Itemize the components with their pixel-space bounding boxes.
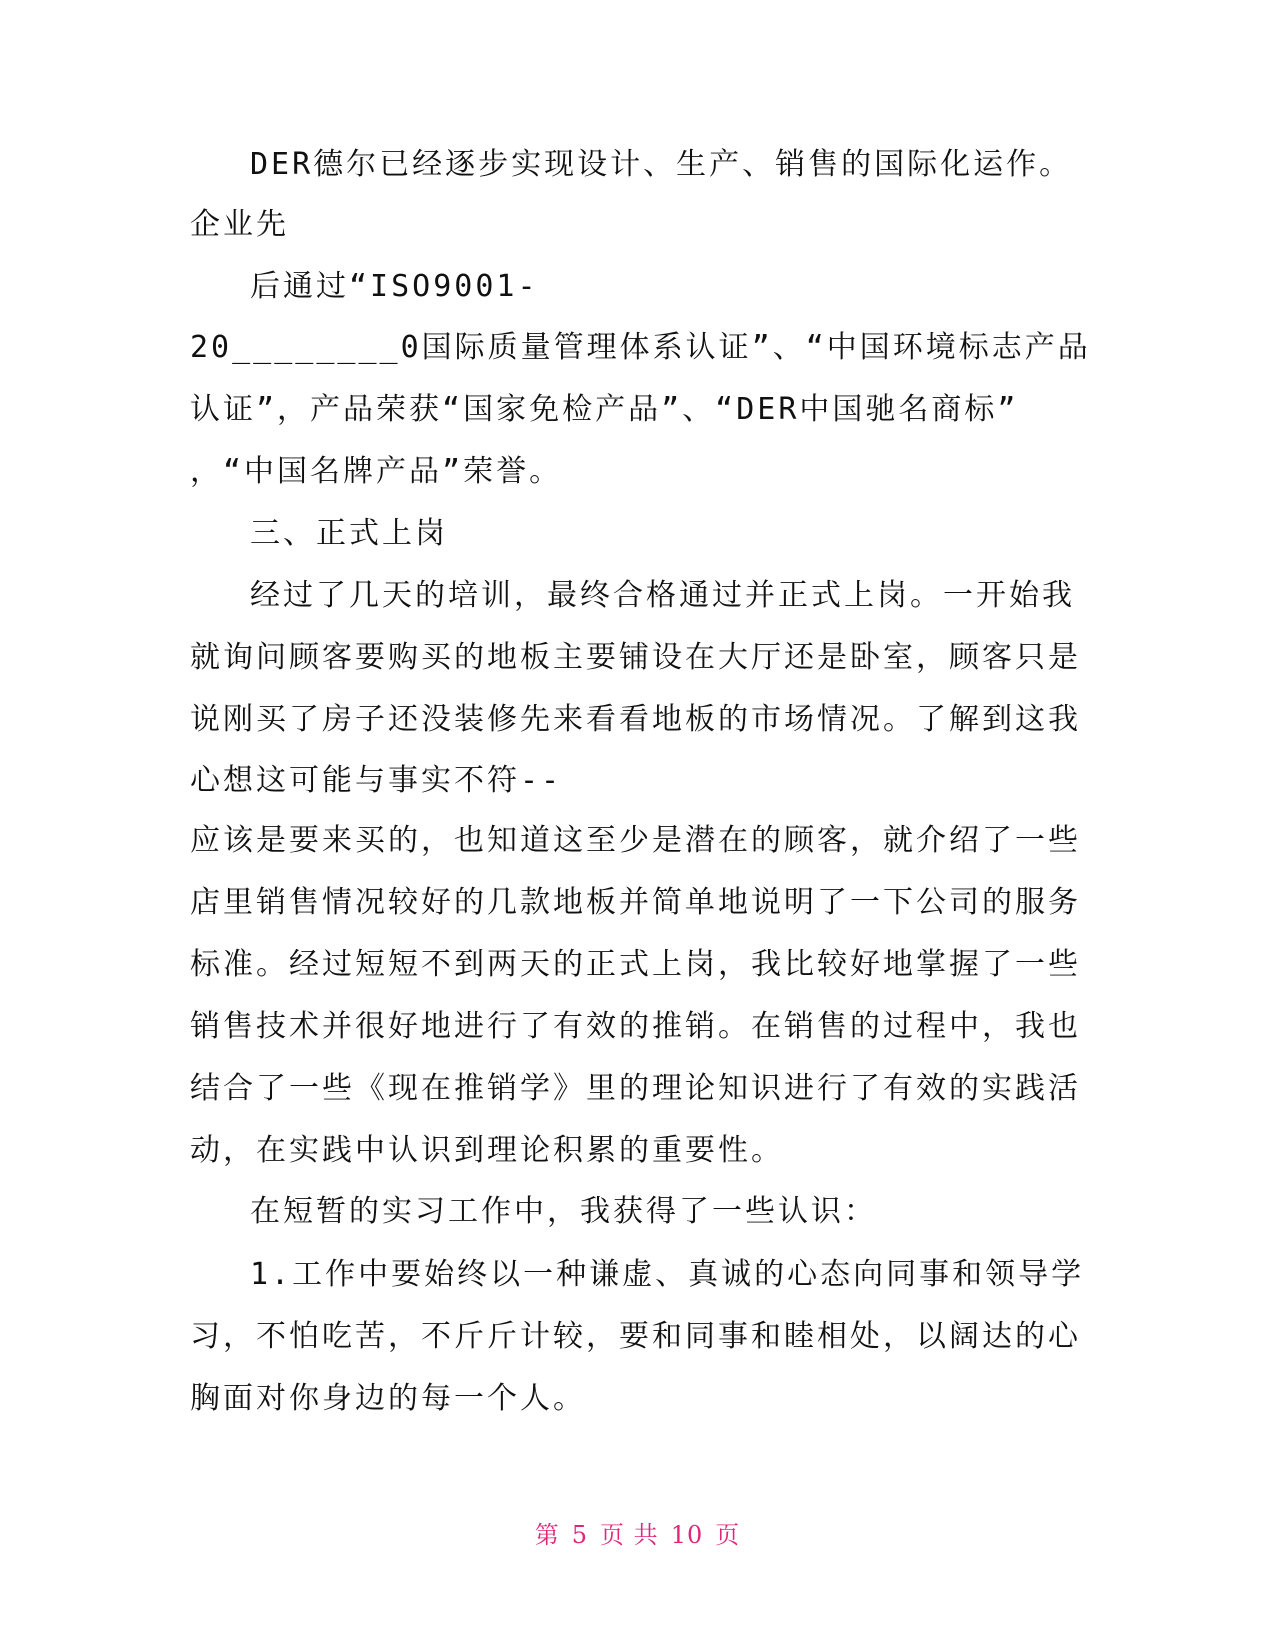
footer-total-pages: 10 (670, 1521, 704, 1549)
text-line: ，“中国名牌产品”荣誉。 (190, 454, 563, 489)
text-line: 习，不怕吃苦，不斤斤计较，要和同事和睦相处，以阔达的心 (190, 1319, 1081, 1354)
text-line: 后通过“ISO9001- (250, 269, 539, 304)
text-line: 心想这可能与事实不符-- (190, 763, 563, 798)
text-line: 说刚买了房子还没装修先来看看地板的市场情况。了解到这我 (190, 702, 1081, 737)
text-line: 经过了几天的培训，最终合格通过并正式上岗。一开始我 (250, 578, 1075, 613)
text-line: DER德尔已经逐步实现设计、生产、销售的国际化运作。 (250, 147, 1073, 182)
footer-current-page: 5 (571, 1521, 589, 1549)
text-line: 在短暂的实习工作中，我获得了一些认识： (250, 1194, 877, 1229)
text-line: 动，在实践中认识到理论积累的重要性。 (190, 1133, 784, 1168)
text-line: 胸面对你身边的每一个人。 (190, 1381, 586, 1416)
footer-suffix: 页 (715, 1521, 741, 1549)
text-line: 结合了一些《现在推销学》里的理论知识进行了有效的实践活 (190, 1071, 1081, 1106)
text-line: 认证”，产品荣获“国家免检产品”、“DER中国驰名商标” (190, 392, 1019, 427)
text-line: 企业先 (190, 207, 289, 242)
text-line: 标准。经过短短不到两天的正式上岗，我比较好地掌握了一些 (190, 947, 1081, 982)
text-line: 20________0国际质量管理体系认证”、“中国环境标志产品 (190, 330, 1091, 365)
section-heading: 三、正式上岗 (250, 516, 448, 551)
text-line: 店里销售情况较好的几款地板并简单地说明了一下公司的服务 (190, 885, 1081, 920)
footer-middle: 页 共 (600, 1521, 659, 1549)
list-item-line: 1.工作中要始终以一种谦虚、真诚的心态向同事和领导学 (250, 1257, 1085, 1292)
text-line: 就询问顾客要购买的地板主要铺设在大厅还是卧室，顾客只是 (190, 640, 1081, 675)
page-footer (0, 1520, 1275, 1550)
text-line: 应该是要来买的，也知道这至少是潜在的顾客，就介绍了一些 (190, 823, 1081, 858)
footer-prefix: 第 (534, 1521, 560, 1549)
text-line: 销售技术并很好地进行了有效的推销。在销售的过程中，我也 (190, 1009, 1081, 1044)
